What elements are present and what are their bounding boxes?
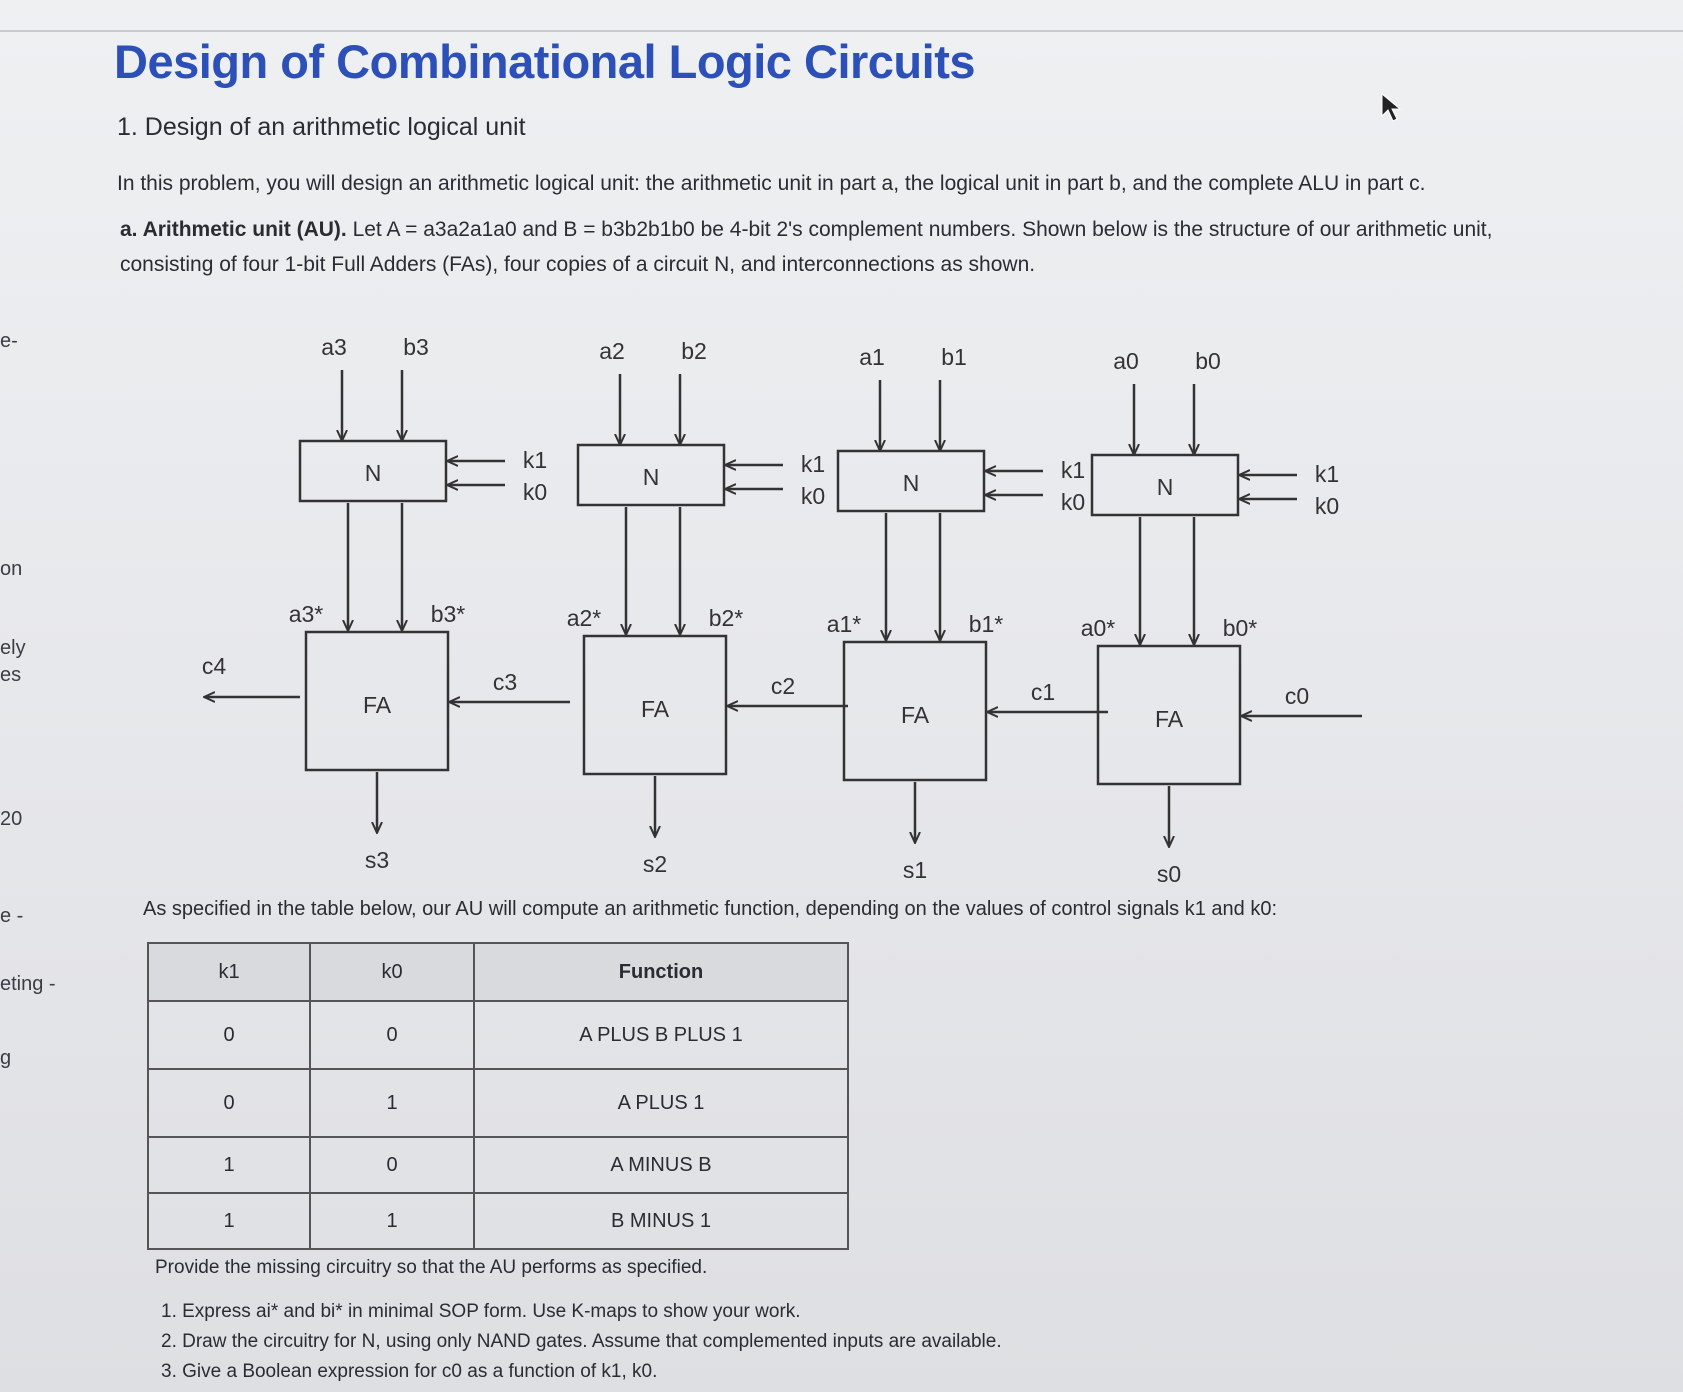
internal-label-a-star: a3* [288, 601, 324, 627]
sidebar-fragment[interactable]: g [0, 1047, 12, 1069]
sum-output-label: s3 [364, 847, 390, 873]
input-label-b: b3 [403, 334, 429, 360]
table-row [148, 1069, 848, 1137]
control-label-k1: k1 [1060, 457, 1086, 483]
sidebar-fragment[interactable]: on [0, 558, 23, 580]
control-label-k0: k0 [1060, 489, 1086, 515]
n-block-label: N [902, 470, 920, 496]
sidebar-fragment[interactable]: es [0, 664, 22, 686]
sidebar-fragment[interactable]: ely [0, 637, 26, 659]
cell-k1: 0 [148, 1001, 310, 1069]
mouse-cursor-icon [1380, 92, 1402, 124]
carry-in-label: c3 [492, 669, 518, 695]
sidebar-fragment[interactable]: 20 [0, 808, 23, 830]
cell-k1: 0 [148, 1069, 310, 1137]
sidebar-fragment[interactable]: eting - [0, 973, 56, 995]
input-label-a: a3 [321, 334, 347, 360]
cell-function: B MINUS 1 [474, 1193, 848, 1249]
page-title: Design of Combinational Logic Circuits [114, 35, 975, 88]
header-k0: k0 [310, 943, 474, 1001]
question-item: 2. Draw the circuitry for N, using only NAND gates. Assume that complemented inputs are available. [161, 1331, 1002, 1352]
carry-in-label: c2 [770, 673, 796, 699]
internal-label-a-star: a1* [826, 611, 862, 637]
input-label-a: a2 [599, 338, 625, 364]
part-a-label: a. Arithmetic unit (AU). [120, 218, 347, 241]
internal-label-b-star: b1* [968, 611, 1004, 637]
fa-block-label: FA [640, 696, 670, 722]
cell-k0: 1 [310, 1069, 474, 1137]
cell-k0: 0 [310, 1137, 474, 1193]
cell-function: A PLUS 1 [474, 1069, 848, 1137]
sidebar-fragment[interactable]: e- [0, 330, 18, 352]
carry-in-label: c0 [1284, 683, 1310, 709]
internal-label-b-star: b3* [430, 601, 466, 627]
cell-k1: 1 [148, 1137, 310, 1193]
part-a-line2: consisting of four 1-bit Full Adders (FAs), four copies of a circuit N, and interconnections as shown. [120, 253, 1036, 276]
cell-function: A MINUS B [474, 1137, 848, 1193]
table-row [148, 1001, 848, 1069]
provide-text: Provide the missing circuitry so that the AU performs as specified. [155, 1257, 708, 1278]
question-item: 3. Give a Boolean expression for c0 as a function of k1, k0. [161, 1361, 658, 1382]
input-label-b: b2 [681, 338, 707, 364]
sum-output-label: s0 [1156, 861, 1182, 887]
function-table [147, 942, 849, 1250]
cell-k1: 1 [148, 1193, 310, 1249]
internal-label-b-star: b2* [708, 605, 744, 631]
sum-output-label: s1 [902, 857, 928, 883]
cell-function: A PLUS B PLUS 1 [474, 1001, 848, 1069]
fa-block-label: FA [900, 702, 930, 728]
control-label-k0: k0 [800, 483, 826, 509]
control-label-k0: k0 [1314, 493, 1340, 519]
control-label-k1: k1 [522, 447, 548, 473]
table-row [148, 1193, 848, 1249]
header-k1: k1 [148, 943, 310, 1001]
cell-k0: 0 [310, 1001, 474, 1069]
input-label-b: b0 [1195, 348, 1221, 374]
n-block-label: N [364, 460, 382, 486]
sum-output-label: s2 [642, 851, 668, 877]
control-label-k1: k1 [1314, 461, 1340, 487]
input-label-a: a0 [1113, 348, 1139, 374]
fa-block-label: FA [1154, 706, 1184, 732]
table-row [148, 1137, 848, 1193]
table-intro: As specified in the table below, our AU will compute an arithmetic function, depending on the values of control signals k1 and k0: [143, 898, 1278, 920]
section-heading: 1. Design of an arithmetic logical unit [117, 113, 526, 141]
question-item: 1. Express ai* and bi* in minimal SOP form. Use K-maps to show your work. [161, 1301, 801, 1322]
internal-label-b-star: b0* [1222, 615, 1258, 641]
carry-in-label: c1 [1030, 679, 1056, 705]
cell-k0: 1 [310, 1193, 474, 1249]
internal-label-a-star: a2* [566, 605, 602, 631]
part-a-line1: Let A = a3a2a1a0 and B = b3b2b1b0 be 4-bit 2's complement numbers. Shown below is the structure of our arithmetic unit, [352, 218, 1493, 241]
sidebar-fragment[interactable]: e - [0, 905, 24, 927]
header-function: Function [474, 943, 848, 1001]
question-list [155, 1297, 1002, 1387]
input-label-a: a1 [859, 344, 885, 370]
n-block-label: N [642, 464, 660, 490]
internal-label-a-star: a0* [1080, 615, 1116, 641]
n-block-label: N [1156, 474, 1174, 500]
control-label-k0: k0 [522, 479, 548, 505]
fa-block-label: FA [362, 692, 392, 718]
control-label-k1: k1 [800, 451, 826, 477]
intro-paragraph: In this problem, you will design an arithmetic logical unit: the arithmetic unit in part a, the logical unit in part b, and the complete ALU in part c. [117, 172, 1426, 195]
carry-out-label: c4 [201, 653, 227, 679]
input-label-b: b1 [941, 344, 967, 370]
